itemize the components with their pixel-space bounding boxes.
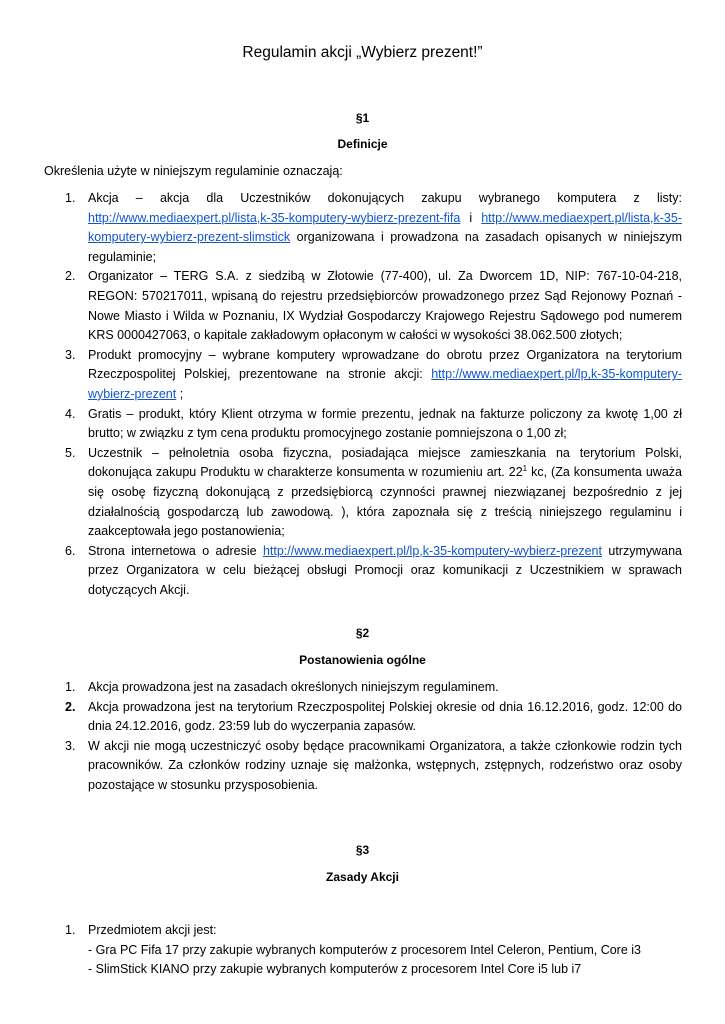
item-text: Organizator – TERG S.A. z siedzibą w Złotowie (77-400), ul. Za Dworcem 1D, NIP: 767-10-04-218, REGON: 570217011, wpisaną do rejestru przedsiębiorców prowadzonego przez Sąd Rejonowy Poznań - Nowe Miasto i Wilda w Poznaniu, IX Wydział Gospodarczy Krajowego Rejestru Sądowego pod numerem KRS 0000427063, o kapitale zakładowym opłaconym w całości w wysokości 38.062.500 złotych; [88,269,682,343]
link-promo-page[interactable]: http://www.mediaexpert.pl/lp,k-35-komputery-wybierz-prezent [88,367,682,401]
section-1-heading: Definicje [337,137,388,151]
superscript: 1 [522,464,528,474]
item-text: kc, (Za konsumenta uważa się osobę fizyczną dokonującą z przedsiębiorcą czynności prawnej niezwiązanej bezpośrednio z jej działalnością gospodarczą lub zawodową. ), która zapoznała się z treścią niniejszego regulaminu i zaakceptowała jego postanowienia; [88,465,682,539]
item-number: 3. [65,347,76,362]
item-number: 3. [65,738,76,753]
list-item [65,444,682,542]
item-text: Akcja prowadzona jest na zasadach określonych niniejszym regulaminem. [88,680,499,694]
list-item [65,189,682,267]
item-number: 5. [65,445,76,460]
section-2-heading: Postanowienia ogólne [299,653,426,667]
item-number: 2. [65,699,76,714]
section-3-number: §3 [355,843,370,857]
section-1-intro: Określenia użyte w niniejszym regulaminie oznaczają: [44,164,343,178]
list-item [65,698,682,737]
item-text: Akcja – akcja dla Uczestników dokonujących zakupu wybranego komputera z listy: [88,191,682,205]
list-item [65,921,682,980]
item-text: Przedmiotem akcji jest: [88,923,217,937]
list-item [65,405,682,444]
item-number: 1. [65,191,76,205]
item-number: 2. [65,269,76,284]
list-item [65,678,682,698]
item-text: Uczestnik – pełnoletnia osoba fizyczna, posiadająca miejsce zamieszkania na terytorium Polski, dokonująca zakupu Produktu w charakterze konsumenta w rozumieniu art. 22 [88,445,682,480]
item-number: 6. [65,543,76,558]
item-number: 1. [65,923,76,937]
link-website[interactable]: http://www.mediaexpert.pl/lp,k-35-komputery-wybierz-prezent [262,543,602,558]
item-text: Produkt promocyjny – wybrane komputery wprowadzane do obrotu przez Organizatora na terytorium Rzeczpospolitej Polskiej, prezentowane na stronie akcji: [88,347,682,382]
item-text: organizowana i prowadzona na zasadach opisanych w niniejszym regulaminie; [88,230,682,264]
item-text: Gratis – produkt, który Klient otrzyma w formie prezentu, jednak na fakturze policzony za kwotę 1,00 zł brutto; w związku z tym cena produktu promocyjnego zostanie pomniejszona o 1,00 zł; [88,406,682,441]
item-number: 4. [65,406,76,421]
section-1-number: §1 [355,111,370,125]
section-2-list [65,678,682,796]
item-text: ; [176,386,184,401]
section-3-heading: Zasady Akcji [326,870,399,884]
section-1-list [65,189,683,600]
section-2-number: §2 [355,626,370,640]
list-item [65,737,682,796]
item-number: 1. [65,680,76,694]
section-3-list [65,921,682,980]
item-text: i [460,210,482,225]
list-item [65,346,682,405]
link-fifa-list[interactable]: http://www.mediaexpert.pl/lista,k-35-komputery-wybierz-prezent-fifa [88,210,461,225]
document-title: Regulamin akcji „Wybierz prezent!” [242,44,483,61]
list-item [65,267,682,345]
item-text: utrzymywana przez Organizatora w celu bieżącej obsługi Promocji oraz komunikacji z Uczestnikiem w sprawach dotyczących Akcji. [88,543,683,597]
item-text: W akcji nie mogą uczestniczyć osoby będące pracownikami Organizatora, a także członkowie rodzin tych pracowników. Za członków rodziny uznaje się małżonka, wstępnych, zstępnych, rodzeństwo oraz osoby pozostające w stosunku przysposobienia. [88,738,682,792]
list-item [65,542,683,601]
item-text: Strona internetowa o adresie [88,543,263,558]
prize-line-slimstick: - SlimStick KIANO przy zakupie wybranych komputerów z procesorem Intel Core i5 lub i7 [88,962,582,977]
prize-line-fifa: - Gra PC Fifa 17 przy zakupie wybranych komputerów z procesorem Intel Celeron, Pentium, Core i3 [88,942,642,957]
link-slimstick-list[interactable]: http://www.mediaexpert.pl/lista,k-35-komputery-wybierz-prezent-slimstick [88,210,682,245]
item-text: Akcja prowadzona jest na terytorium Rzeczpospolitej Polskiej okresie od dnia 16.12.2016, godz. 12:00 do dnia 24.12.2016, godz. 23:59 lub do wyczerpania zapasów. [88,699,682,734]
